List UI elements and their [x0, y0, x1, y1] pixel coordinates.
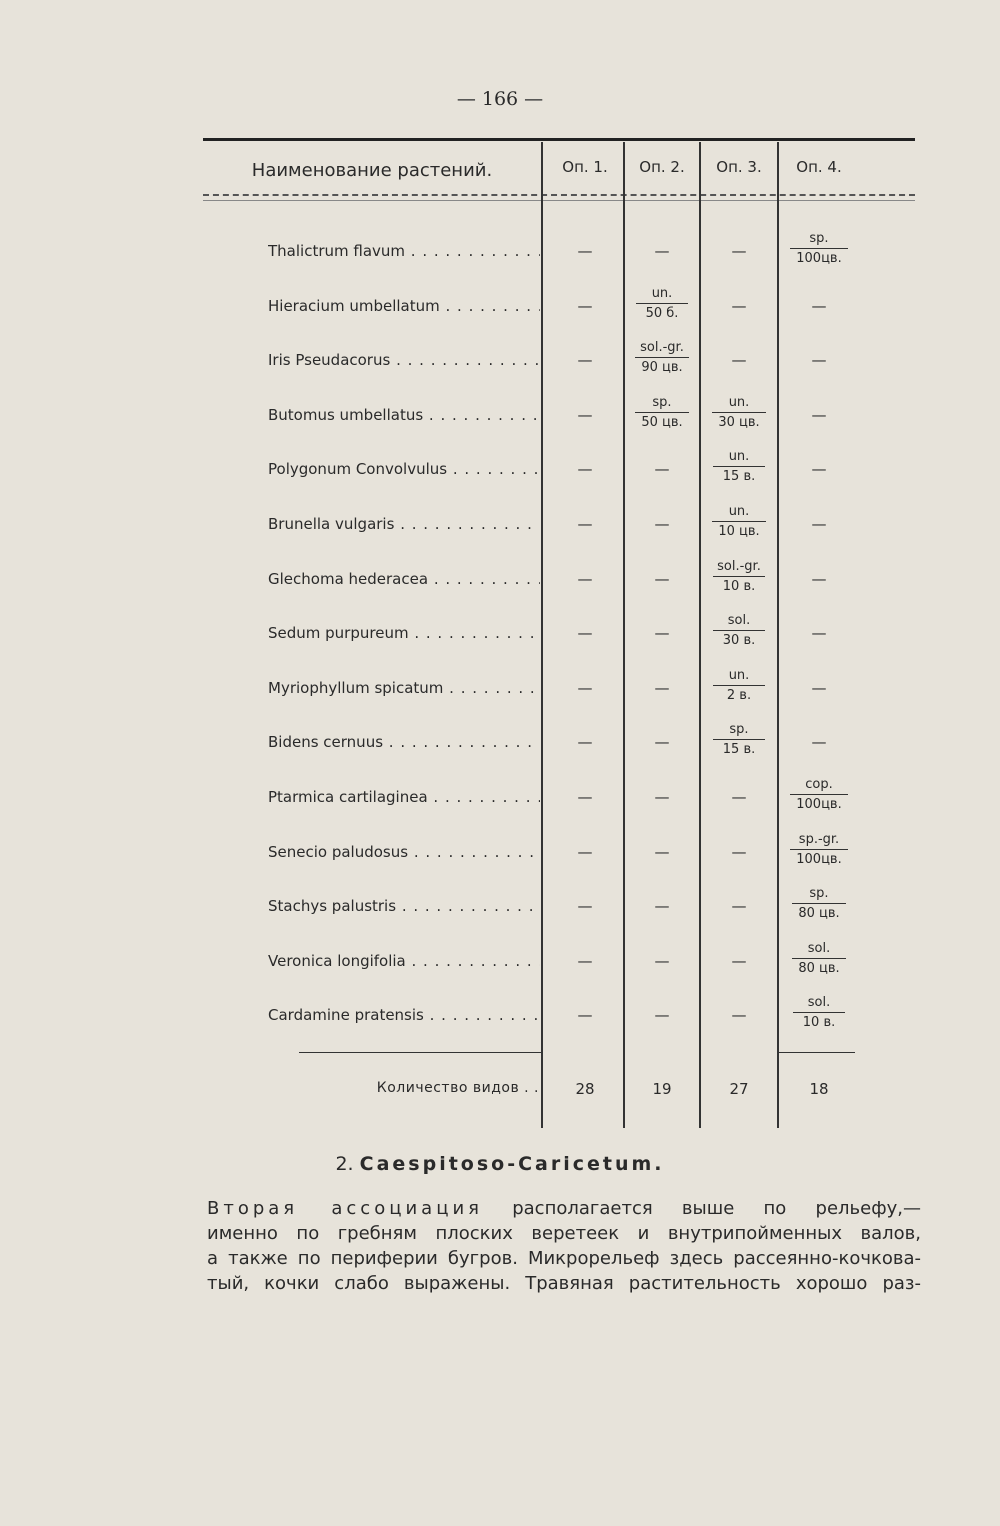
plant-name	[268, 679, 540, 697]
empty-dash: —	[577, 405, 593, 424]
plant-name-text: Glechoma hederacea	[268, 569, 429, 588]
phenophase-value: 30 цв.	[712, 412, 765, 432]
cell-op4	[779, 612, 859, 652]
plant-name	[268, 460, 540, 478]
empty-dash: —	[577, 351, 593, 370]
header-op3: Оп. 3.	[716, 158, 762, 176]
empty-dash: —	[654, 733, 670, 752]
empty-dash: —	[811, 296, 827, 315]
phenophase-value: 10 цв.	[712, 521, 765, 541]
paragraph-line	[207, 1196, 921, 1221]
phenophase-value: 30 в.	[713, 630, 765, 650]
header-op2: Оп. 2.	[639, 158, 685, 176]
cell-op2	[625, 612, 699, 652]
cell-op2	[625, 776, 699, 816]
abundance-fraction	[625, 394, 699, 432]
empty-dash: —	[811, 624, 827, 643]
phenophase-value: 50 б.	[636, 303, 688, 323]
cell-op2	[625, 339, 699, 379]
cell-op3	[701, 831, 777, 871]
empty-dash: —	[577, 842, 593, 861]
summary-rule-right	[779, 1052, 855, 1053]
empty-dash: —	[577, 897, 593, 916]
plant-name	[268, 406, 540, 424]
cell-op1	[547, 285, 623, 325]
empty-dash: —	[654, 242, 670, 260]
cell-op2	[625, 558, 699, 598]
cell-op3	[701, 940, 777, 980]
abundance-fraction	[701, 721, 777, 759]
empty-dash: —	[654, 678, 670, 697]
line-text: а также по периферии бугров. Микрорельеф здесь рассеянно-кочкова-	[207, 1248, 921, 1269]
cell-op2	[625, 448, 699, 488]
abundance-value: sol.-gr.	[717, 558, 761, 574]
table-top-rule	[203, 138, 915, 141]
empty-dash: —	[654, 788, 670, 806]
table-row	[203, 394, 915, 434]
plant-name	[268, 297, 540, 315]
empty-dash: —	[577, 733, 593, 752]
abundance-value: un.	[728, 394, 750, 410]
cell-op4	[779, 885, 859, 925]
plant-name-text: Myriophyllum spicatum	[268, 678, 444, 697]
header-dashed-rule	[203, 194, 915, 196]
empty-dash: —	[731, 788, 747, 806]
empty-dash: —	[811, 733, 827, 752]
species-table	[203, 138, 915, 1130]
empty-dash: —	[811, 460, 827, 479]
summary-value-op1: 28	[575, 1080, 595, 1098]
plant-name-text: Stachys palustris	[268, 897, 397, 916]
plant-name	[268, 624, 540, 642]
table-row	[203, 339, 915, 379]
empty-dash: —	[811, 351, 827, 370]
plant-name	[268, 351, 540, 369]
abundance-fraction	[625, 285, 699, 323]
cell-op3	[701, 721, 777, 761]
line-text: именно по гребням плоских веретеек и внутрипойменных валов,	[207, 1223, 921, 1244]
empty-dash: —	[577, 951, 593, 970]
abundance-value: sp.	[729, 722, 749, 738]
phenophase-value: 90 цв.	[635, 357, 688, 377]
abundance-fraction	[701, 558, 777, 596]
cell-op1	[547, 940, 623, 980]
empty-dash: —	[731, 242, 747, 260]
abundance-fraction	[779, 230, 859, 268]
empty-dash: —	[654, 460, 670, 479]
cell-op2	[625, 230, 699, 270]
abundance-fraction	[779, 831, 859, 869]
phenophase-value: 80 цв.	[792, 958, 845, 978]
abundance-value: un.	[728, 667, 750, 683]
empty-dash: —	[731, 296, 747, 315]
phenophase-value: 100цв.	[790, 794, 847, 814]
plant-name	[268, 843, 540, 861]
summary-rule-left	[299, 1052, 541, 1053]
table-row	[203, 994, 915, 1034]
line-text: располагается выше по рельефу,—	[482, 1198, 921, 1219]
abundance-value: un.	[651, 285, 673, 301]
cell-op1	[547, 831, 623, 871]
cell-op1	[547, 448, 623, 488]
empty-dash: —	[577, 242, 593, 260]
cell-op3	[701, 994, 777, 1034]
phenophase-value: 100цв.	[790, 849, 847, 869]
cell-op1	[547, 776, 623, 816]
phenophase-value: 2 в.	[713, 685, 765, 705]
empty-dash: —	[731, 951, 747, 970]
table-row	[203, 776, 915, 816]
cell-op3	[701, 558, 777, 598]
section-title: Caespitoso-Caricetum.	[359, 1153, 665, 1175]
cell-op4	[779, 503, 859, 543]
cell-op1	[547, 885, 623, 925]
table-row	[203, 558, 915, 598]
cell-op2	[625, 503, 699, 543]
cell-op3	[701, 448, 777, 488]
abundance-value: un.	[728, 449, 750, 465]
abundance-value: sol.	[807, 940, 831, 956]
cell-op1	[547, 721, 623, 761]
table-row	[203, 885, 915, 925]
cell-op3	[701, 339, 777, 379]
cell-op2	[625, 721, 699, 761]
cell-op1	[547, 558, 623, 598]
cell-op1	[547, 394, 623, 434]
plant-name-text: Hieracium umbellatum	[268, 296, 440, 315]
empty-dash: —	[811, 405, 827, 424]
empty-dash: —	[731, 1006, 747, 1025]
summary-value-op4: 18	[809, 1080, 829, 1098]
cell-op2	[625, 831, 699, 871]
cell-op2	[625, 885, 699, 925]
phenophase-value: 100цв.	[790, 248, 847, 268]
plant-name	[268, 570, 540, 588]
empty-dash: —	[577, 624, 593, 643]
cell-op4	[779, 940, 859, 980]
cell-op3	[701, 667, 777, 707]
plant-name	[268, 897, 540, 915]
table-row	[203, 285, 915, 325]
header-rule	[203, 200, 915, 201]
table-row	[203, 940, 915, 980]
plant-name-text: Polygonum Convolvulus	[268, 460, 448, 479]
plant-name-text: Ptarmica cartilaginea	[268, 788, 428, 806]
page-number: — 166 —	[456, 88, 544, 110]
abundance-fraction	[779, 994, 859, 1032]
abundance-fraction	[701, 503, 777, 541]
abundance-value: sp.	[809, 886, 829, 902]
table-row	[203, 831, 915, 871]
abundance-value: un.	[728, 504, 750, 519]
cell-op4	[779, 721, 859, 761]
phenophase-value: 10 в.	[793, 1012, 845, 1032]
empty-dash: —	[577, 460, 593, 479]
table-row	[203, 503, 915, 543]
cell-op1	[547, 667, 623, 707]
cell-op3	[701, 394, 777, 434]
header-op1: Оп. 1.	[562, 158, 608, 176]
plant-name-text: Veronica longifolia	[268, 951, 406, 970]
cell-op1	[547, 230, 623, 270]
cell-op3	[701, 503, 777, 543]
spaced-emphasis: Вторая ассоциация	[207, 1198, 483, 1219]
paragraph-line	[207, 1246, 921, 1271]
empty-dash: —	[577, 515, 593, 533]
line-text: тый, кочки слабо выражены. Травяная растительность хорошо раз-	[207, 1273, 921, 1294]
abundance-value: sol.-gr.	[640, 340, 684, 356]
cell-op1	[547, 339, 623, 379]
plant-name-text: Sedum purpureum	[268, 624, 409, 643]
cell-op1	[547, 503, 623, 543]
cell-op4	[779, 448, 859, 488]
cell-op3	[701, 885, 777, 925]
cell-op1	[547, 994, 623, 1034]
phenophase-value: 80 цв.	[792, 903, 845, 923]
plant-name-text: Iris Pseudacorus	[268, 351, 391, 370]
cell-op2	[625, 994, 699, 1034]
paragraph-line	[207, 1221, 921, 1246]
cell-op3	[701, 612, 777, 652]
empty-dash: —	[731, 842, 747, 861]
empty-dash: —	[577, 678, 593, 697]
empty-dash: —	[811, 678, 827, 697]
abundance-value: sol.	[807, 995, 831, 1011]
plant-name-text: Brunella vulgaris	[268, 515, 395, 533]
empty-dash: —	[654, 624, 670, 643]
summary-value-op3: 27	[729, 1080, 749, 1098]
table-row	[203, 448, 915, 488]
abundance-value: sp.	[809, 231, 829, 246]
summary-label: Количество видов . .	[376, 1080, 539, 1096]
plant-name	[268, 788, 540, 806]
abundance-fraction	[701, 612, 777, 650]
plant-name-text: Cardamine pratensis	[268, 1006, 424, 1025]
cell-op4	[779, 558, 859, 598]
phenophase-value: 10 в.	[713, 576, 765, 596]
abundance-fraction	[625, 339, 699, 377]
summary-value-op2: 19	[652, 1080, 672, 1098]
empty-dash: —	[654, 897, 670, 916]
abundance-value: cop.	[805, 777, 833, 792]
empty-dash: —	[654, 842, 670, 861]
empty-dash: —	[654, 951, 670, 970]
abundance-value: sp.-gr.	[798, 831, 840, 847]
table-row	[203, 721, 915, 761]
body-paragraph	[207, 1196, 921, 1296]
cell-op2	[625, 667, 699, 707]
table-row	[203, 612, 915, 652]
phenophase-value: 15 в.	[713, 466, 765, 486]
cell-op3	[701, 230, 777, 270]
abundance-fraction	[701, 667, 777, 705]
cell-op4	[779, 230, 859, 270]
phenophase-value: 15 в.	[713, 739, 765, 759]
abundance-fraction	[701, 394, 777, 432]
cell-op4	[779, 776, 859, 816]
cell-op4	[779, 831, 859, 871]
header-op4: Оп. 4.	[796, 158, 842, 176]
empty-dash: —	[811, 515, 827, 533]
abundance-value: sol.	[727, 613, 751, 629]
cell-op3	[701, 285, 777, 325]
cell-op4	[779, 994, 859, 1034]
plant-name	[268, 242, 540, 260]
section-number: 2.	[335, 1153, 354, 1175]
plant-name	[268, 952, 540, 970]
abundance-fraction	[701, 448, 777, 486]
phenophase-value: 50 цв.	[635, 412, 688, 432]
cell-op4	[779, 667, 859, 707]
empty-dash: —	[577, 569, 593, 588]
plant-name	[268, 733, 540, 751]
empty-dash: —	[731, 897, 747, 916]
empty-dash: —	[654, 569, 670, 588]
empty-dash: —	[811, 569, 827, 588]
empty-dash: —	[654, 1006, 670, 1025]
plant-name-text: Bidens cernuus	[268, 733, 384, 752]
cell-op4	[779, 394, 859, 434]
cell-op2	[625, 940, 699, 980]
empty-dash: —	[577, 296, 593, 315]
table-row	[203, 230, 915, 270]
abundance-fraction	[779, 940, 859, 978]
plant-name-text: Senecio paludosus	[268, 842, 409, 861]
table-row	[203, 667, 915, 707]
cell-op2	[625, 394, 699, 434]
plant-name-text: Thalictrum flavum	[268, 242, 406, 260]
cell-op1	[547, 612, 623, 652]
plant-name	[268, 515, 540, 533]
cell-op4	[779, 339, 859, 379]
cell-op4	[779, 285, 859, 325]
plant-name-text: Butomus umbellatus	[268, 405, 424, 424]
header-plant-name: Наименование растений.	[251, 160, 493, 181]
empty-dash: —	[731, 351, 747, 370]
plant-name	[268, 1006, 540, 1024]
empty-dash: —	[577, 1006, 593, 1025]
abundance-fraction	[779, 885, 859, 923]
abundance-fraction	[779, 776, 859, 814]
cell-op2	[625, 285, 699, 325]
empty-dash: —	[577, 788, 593, 806]
empty-dash: —	[654, 515, 670, 533]
cell-op3	[701, 776, 777, 816]
paragraph-line	[207, 1271, 921, 1296]
section-heading	[0, 1153, 1000, 1175]
abundance-value: sp.	[652, 394, 672, 410]
